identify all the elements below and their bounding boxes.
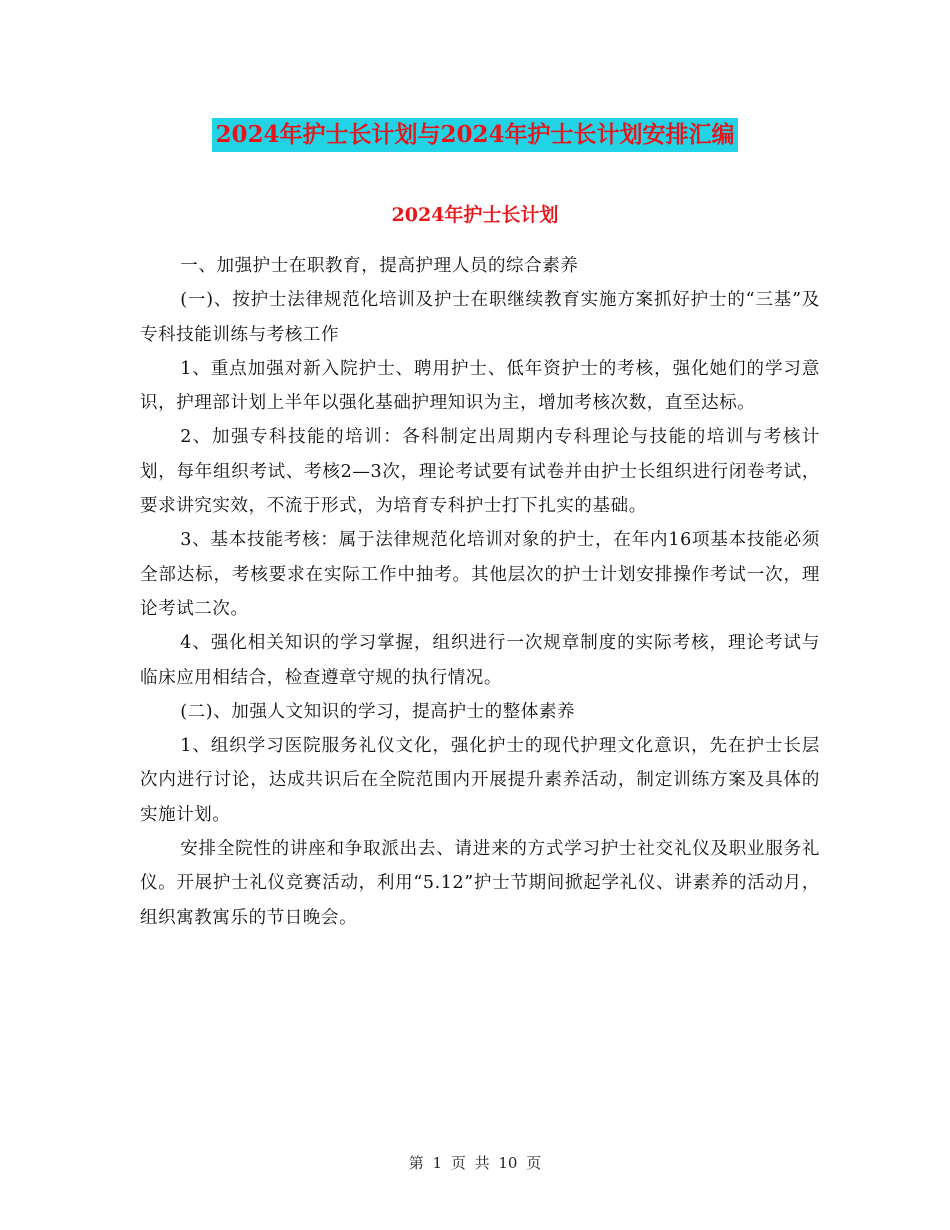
paragraph-heading-1: 一、加强护士在职教育，提高护理人员的综合素养 — [180, 256, 579, 276]
paragraph-item-5: 1、组织学习医院服务礼仪文化，强化护士的现代护理文化意识，先在护士长层次内进行讨论，达成共识后在全院范围内开展提升素养活动，制定训练方案及具体的实施计划。 — [140, 736, 820, 825]
paragraph-item-4: 4、强化相关知识的学习掌握，组织进行一次规章制度的实际考核，理论考试与临床应用相结合，检查遵章守规的执行情况。 — [140, 633, 820, 688]
section-title: 2024年护士长计划 — [391, 204, 559, 226]
paragraph-item-2: 2、加强专科技能的培训：各科制定出周期内专科理论与技能的培训与考核计划，每年组织考试、考核2—3次，理论考试要有试卷并由护士长组织进行闭卷考试，要求讲究实效，不流于形式，为培育专科护士打下扎实的基础。 — [140, 427, 820, 517]
paragraph-subheading-1: (一)、按护士法律规范化培训及护士在职继续教育实施方案抓好护士的“三基”及专科技能训练与考核工作 — [140, 290, 820, 345]
paragraph-subheading-2: (二)、加强人文知识的学习，提高护士的整体素养 — [180, 701, 576, 722]
document-body — [140, 249, 820, 935]
document-title-text: 2024年护士长计划与2024年护士长计划安排汇编 — [212, 118, 737, 152]
paragraph-item-1: 1、重点加强对新入院护士、聘用护士、低年资护士的考核，强化她们的学习意识，护理部计划上半年以强化基础护理知识为主，增加考核次数，直至达标。 — [140, 358, 820, 414]
paragraph-item-6: 安排全院性的讲座和争取派出去、请进来的方式学习护士社交礼仪及职业服务礼仪。开展护士礼仪竞赛活动，利用“5.12”护士节期间掀起学礼仪、讲素养的活动月，组织寓教寓乐的节日晚会。 — [140, 839, 820, 928]
paragraph-item-3: 3、基本技能考核：属于法律规范化培训对象的护士，在年内16项基本技能必须全部达标，考核要求在实际工作中抽考。其他层次的护士计划安排操作考试一次，理论考试二次。 — [140, 530, 820, 619]
document-title — [0, 112, 950, 152]
page-footer: 第 1 页 共 10 页 — [408, 1154, 542, 1172]
